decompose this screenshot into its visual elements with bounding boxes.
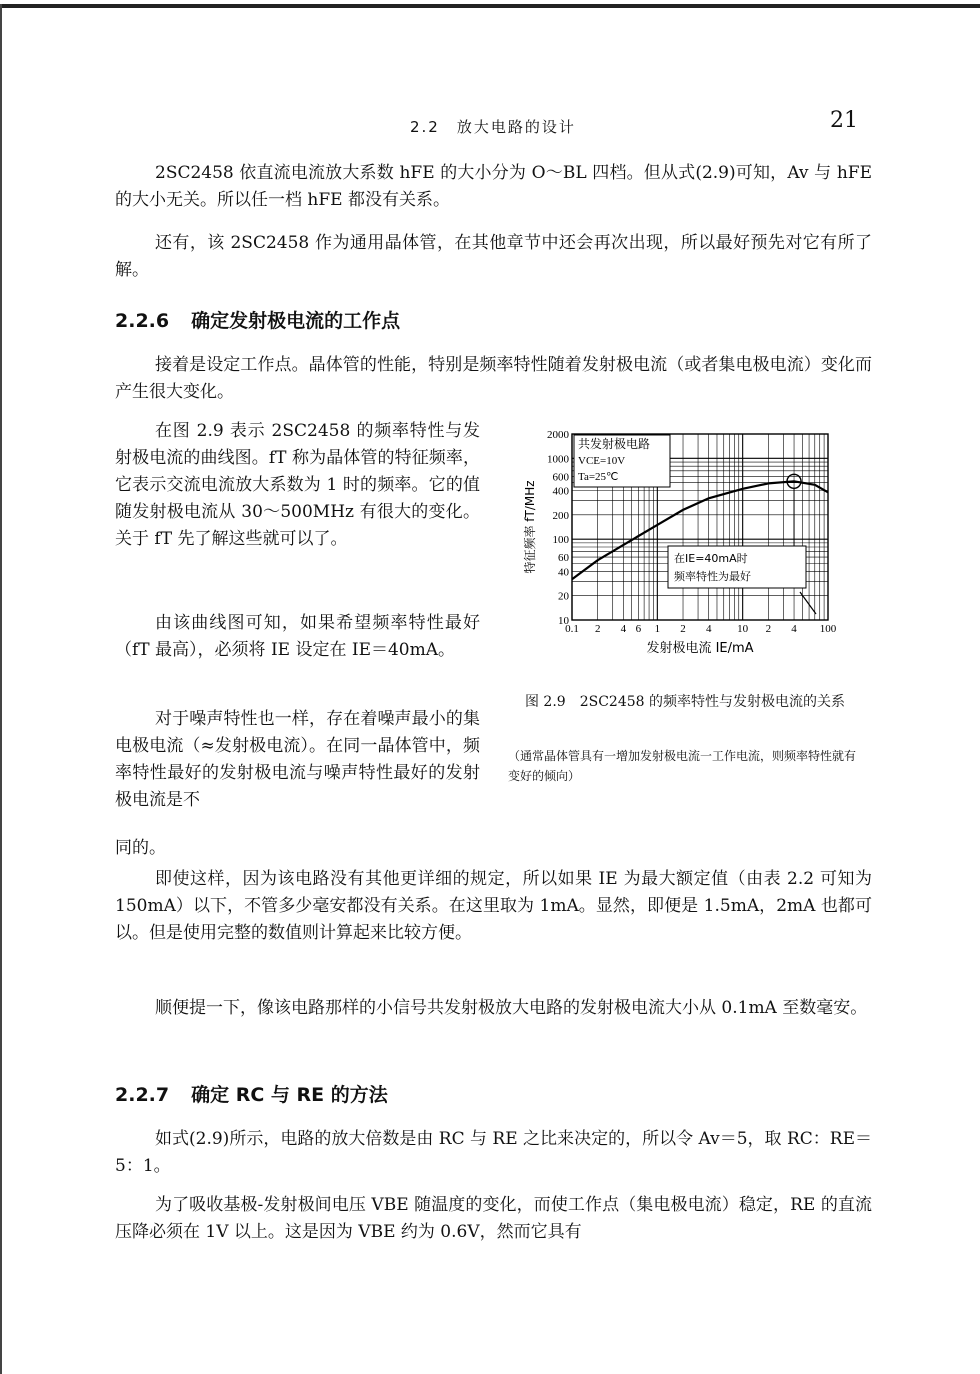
- x-tick-label: 2: [680, 623, 686, 635]
- y-tick-label: 40: [558, 566, 569, 579]
- y-tick-label: 1000: [547, 453, 569, 466]
- paragraph-2: 还有，该 2SC2458 作为通用晶体管，在其他章节中还会再次出现，所以最好预先对它有所了解。: [115, 233, 872, 280]
- condition-vce: VCE=10V: [578, 455, 626, 467]
- x-axis-label: 发射极电流 IE/mA: [646, 641, 754, 656]
- y-tick-label: 2000: [547, 429, 569, 441]
- paragraph-5: 由该曲线图可知，如果希望频率特性最好（fT 最高），必须将 IE 设定在 IE＝40mA。: [115, 613, 480, 660]
- heading-number: 2.2.6: [115, 310, 170, 332]
- paragraph-3: 接着是设定工作点。晶体管的性能，特别是频率特性随着发射极电流（或者集电极电流）变化而产生很大变化。: [115, 355, 872, 402]
- paragraph-4: 在图 2.9 表示 2SC2458 的频率特性与发射极电流的曲线图。fT 称为晶体管的特征频率，它表示交流电流放大系数为 1 时的频率。它的值随发射极电流从 30～500MHz 有很大的变化。关于 fT 先了解这些就可以了。: [115, 421, 480, 549]
- x-tick-label: 6: [635, 623, 642, 635]
- section-heading-2-2-7: [115, 1080, 388, 1107]
- x-tick-label: 10: [737, 623, 749, 635]
- paragraph-8: 顺便提一下，像该电路那样的小信号共发射极放大电路的发射极电流大小从 0.1mA 至数毫安。: [155, 998, 868, 1018]
- x-tick-label: 0.1: [565, 623, 579, 635]
- x-tick-label: 4: [705, 623, 712, 635]
- running-header: 2.2 放大电路的设计: [410, 118, 576, 136]
- heading-number: 2.2.7: [115, 1084, 170, 1106]
- x-tick-label: 100: [819, 623, 837, 635]
- section-heading-2-2-6: [115, 306, 400, 333]
- paragraph-10: 为了吸收基极-发射极间电压 VBE 随温度的变化，而使工作点（集电极电流）稳定，RE 的直流压降必须在 1V 以上。这是因为 VBE 约为 0.6V，然而它具有: [115, 1195, 872, 1242]
- x-tick-label: 2: [594, 623, 601, 635]
- y-tick-label: 600: [552, 471, 569, 484]
- paragraph-7: 即使这样，因为该电路没有其他更详细的规定，所以如果 IE 为最大额定值（由表 2.2 可知为 150mA）以下，不管多少毫安都没有关系。在这里取为 1mA。显然，即便是 1.5mA，2mA 也都可以。但是使用完整的数值则计算起来比较方便。: [115, 869, 872, 943]
- x-tick-label: 1: [654, 623, 661, 635]
- figure-caption: 图 2.9 2SC2458 的频率特性与发射极电流的关系: [524, 694, 845, 710]
- left-rule: [0, 4, 2, 1374]
- y-tick-label: 200: [552, 509, 569, 522]
- chart-title: 共发射极电路: [578, 437, 651, 451]
- x-tick-label: 4: [620, 623, 627, 635]
- figure-note: （通常晶体管具有一增加发射极电流一工作电流，则频率特性就有变好的倾向）: [508, 749, 857, 783]
- condition-ta: Ta=25℃: [578, 471, 619, 483]
- top-rule: [0, 4, 980, 8]
- y-axis-label: 特征频率 fT/MHz: [523, 480, 537, 574]
- annotation-line-2: 频率特性为最好: [674, 570, 751, 583]
- x-tick-label: 4: [791, 623, 797, 635]
- y-tick-label: 10: [558, 615, 569, 627]
- paragraph-6: 对于噪声特性也一样，存在着噪声最小的集电极电流（≈发射极电流）。在同一晶体管中，频率特性最好的发射极电流与噪声特性最好的发射极电流是不: [115, 709, 480, 810]
- page-number: 21: [830, 108, 858, 133]
- y-tick-label: 20: [558, 590, 569, 603]
- annotation-line-1: 在IE=40mA时: [674, 552, 748, 565]
- heading-text: 确定 RC 与 RE 的方法: [191, 1084, 388, 1106]
- paragraph-9: 如式(2.9)所示，电路的放大倍数是由 RC 与 RE 之比来决定的，所以令 Av＝5，取 RC：RE＝5：1。: [115, 1129, 872, 1176]
- y-tick-label: 60: [558, 552, 569, 565]
- heading-text: 确定发射极电流的工作点: [191, 310, 401, 332]
- paragraph-1: 2SC2458 依直流电流放大系数 hFE 的大小分为 O～BL 四档。但从式(2.9)可知，Av 与 hFE 的大小无关。所以任一档 hFE 都没有关系。: [115, 163, 872, 210]
- x-tick-label: 2: [765, 623, 772, 635]
- fT-vs-IE-chart: [520, 428, 850, 668]
- paragraph-6-end: 同的。: [115, 838, 166, 858]
- y-tick-label: 100: [552, 534, 569, 547]
- y-tick-label: 400: [552, 485, 569, 498]
